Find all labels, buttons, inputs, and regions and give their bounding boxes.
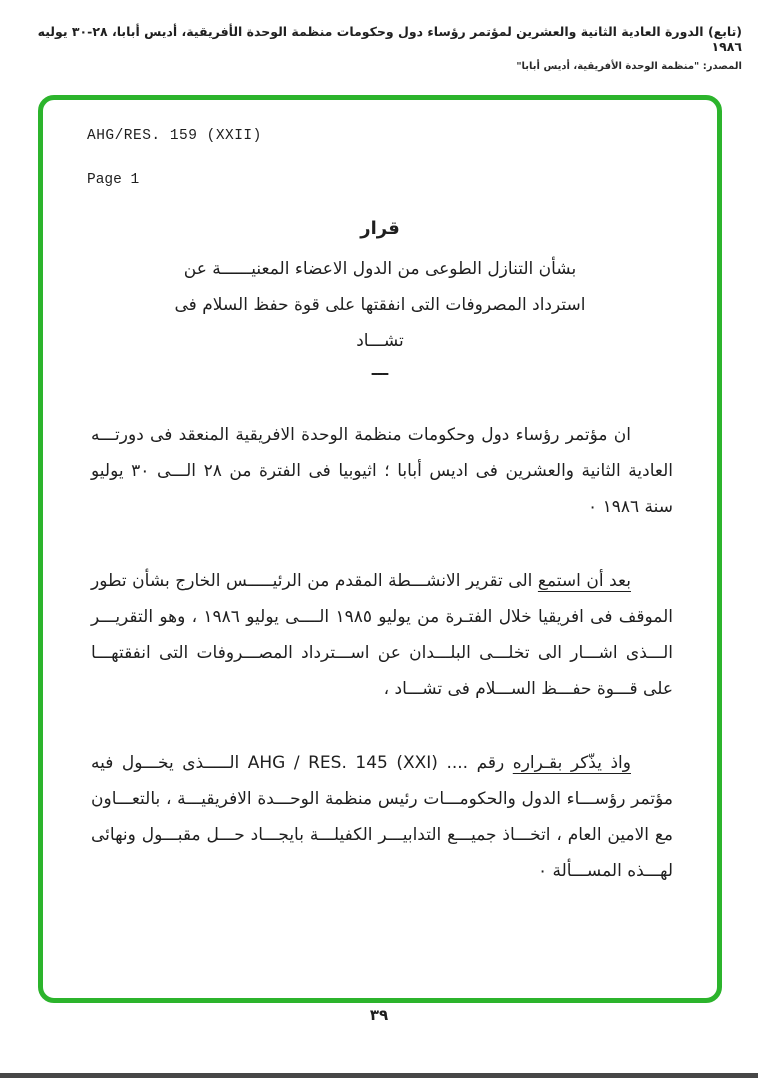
paragraph: [91, 417, 673, 525]
catalog-header-source: المصدر: "منظمة الوحدة الأفريقية، أديس أبابا": [516, 61, 742, 72]
resolution-title-block: [43, 218, 717, 379]
document-reference: AHG/RES. 159 (XXII): [87, 128, 262, 144]
paragraph-text: ان مؤتمر رؤساء دول وحكومات منظمة الوحدة الافريقية المنعقد فى دورتـــه العادية الثانية والعشرين فى اديس أبابا ؛ اثيوبيا فى الفترة من ٢٨ الـــى ٣٠ يوليو سنة ١٩٨٦ ٠: [91, 425, 673, 517]
annotation-frame: [38, 95, 722, 1003]
resolution-body: [43, 417, 717, 889]
subtitle-line: تشـــاد: [356, 331, 404, 351]
subtitle-line: استرداد المصروفات التى انفقتها على قوة حفظ السلام فى: [174, 295, 586, 315]
resolution-subtitle: [43, 251, 717, 359]
paragraph: [91, 563, 673, 707]
page-number: ٣٩: [369, 1006, 389, 1024]
paragraph: [91, 745, 673, 889]
paragraph-lead: بعد أن استمع: [537, 571, 631, 591]
catalog-header-title: (تابع) الدورة العادية الثانية والعشرين لمؤتمر رؤساء دول وحكومات منظمة الوحدة الأفريقية، أديس أبابا، ٢٨-٣٠ يوليه ١٩٨٦: [37, 24, 742, 54]
scan-edge-line: [0, 1073, 758, 1078]
subtitle-line: بشأن التنازل الطوعى من الدول الاعضاء المعنيــــــة عن: [183, 259, 577, 279]
resolution-title: قرار: [360, 218, 400, 239]
title-divider: ـــ: [371, 360, 389, 379]
document-page-label: Page 1: [87, 172, 140, 188]
paragraph-lead: واذ يذّكر بقـراره: [512, 753, 631, 773]
paragraph-text: رقم .... AHG / RES. 145 (XXI) الـــــذى يخـــول فيه مؤتمر رؤســـاء الدول والحكومـــات رئيس منظمة الوحـــدة الافريقيـــة ، بالتعـــاون مع الامين العام ، اتخـــاذ جميـــع التدابيـــر الكفيلـــة بايجـــاد حـــل مقبـــول ونهائى لهـــذه المســـألة ٠: [91, 753, 673, 881]
paragraph-text: الى تقرير الانشـــطة المقدم من الرئيـــــس الخارج بشأن تطور الموقف فى افريقيا خلال الفتـرة من يوليو ١٩٨٥ الــــى يوليو ١٩٨٦ ، وهو التقريـــر الـــذى اشـــار الى تخلـــى البلـــدان عن اســـترداد المصـــروفات التى انفقتهـــا على قـــوة حفـــظ الســـلام فى تشـــاد ،: [91, 571, 673, 699]
catalog-header: [16, 24, 742, 72]
